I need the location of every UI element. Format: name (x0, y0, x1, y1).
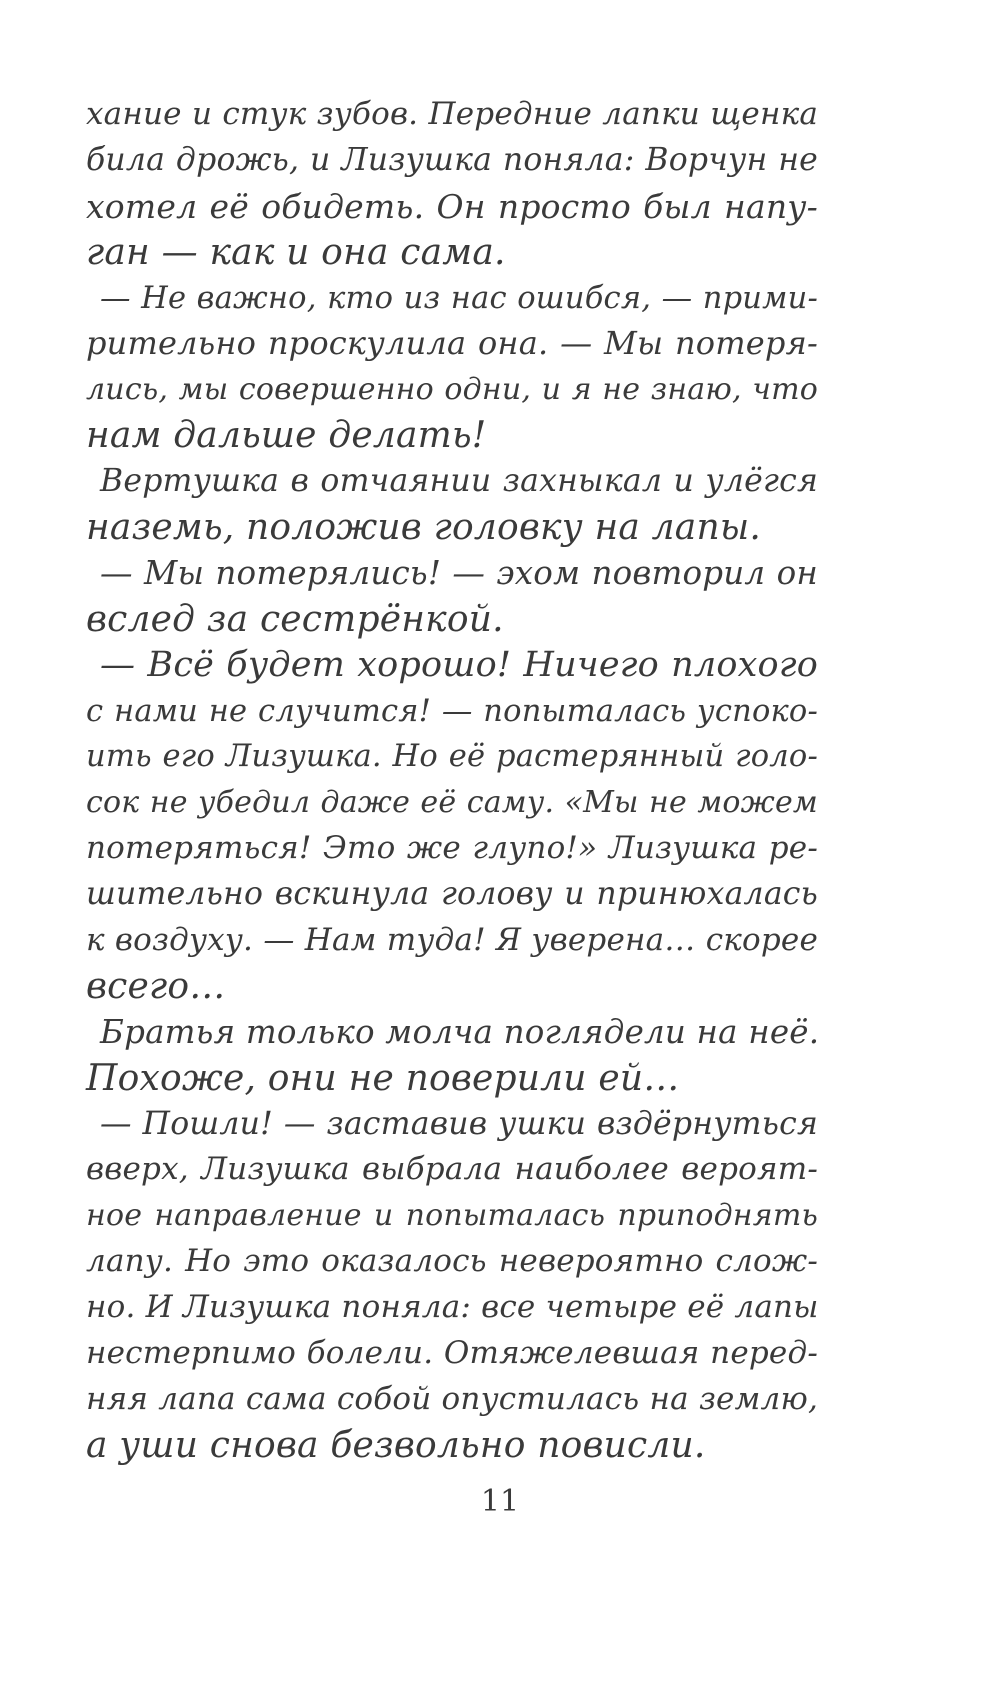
text-line: с нами не случится! — попыталась успоко- (86, 693, 818, 729)
text-line: няя лапа сама собой опустилась на землю, (86, 1380, 818, 1417)
text-line: хание и стук зубов. Передние лапки щенка (86, 96, 818, 132)
text-line: — Не важно, кто из нас ошибся, — прими- (100, 280, 818, 316)
text-line: к воздуху. — Нам туда! Я уверена… скорее (86, 922, 818, 959)
text-line: наземь, положив головку на лапы. (86, 507, 762, 549)
text-line: лапу. Но это оказалось невероятно слож- (86, 1243, 818, 1280)
text-line: — Пошли! — заставив ушки вздёрнуться (100, 1105, 818, 1142)
text-line: ган — как и она сама. (86, 231, 506, 273)
text-line: Вертушка в отчаянии захныкал и улёгся (100, 463, 818, 500)
text-line: ное направление и попыталась приподнять (86, 1198, 818, 1234)
text-line: вслед за сестрёнкой. (86, 598, 504, 640)
text-line: нестерпимо болели. Отяжелевшая перед- (86, 1335, 818, 1372)
page-number: 11 (480, 1484, 520, 1519)
text-line: потеряться! Это же глупо!» Лизушка ре- (86, 830, 818, 867)
text-line: нам дальше делать! (86, 415, 487, 457)
text-line: била дрожь, и Лизушка поняла: Ворчун не (86, 141, 818, 178)
text-line: шительно вскинула голову и принюхалась (86, 876, 818, 913)
text-line: Братья только молча поглядели на неё. (100, 1012, 820, 1051)
text-line: рительно проскулила она. — Мы потеря- (86, 324, 818, 363)
text-line: — Всё будет хорошо! Ничего плохого (100, 644, 818, 685)
text-line: Похоже, они не поверили ей… (86, 1057, 680, 1099)
body-text (86, 92, 818, 1469)
text-line: сок не убедил даже её саму. «Мы не можем (86, 785, 818, 821)
text-line: но. И Лизушка поняла: все четыре её лапы (86, 1289, 819, 1326)
text-line: — Мы потерялись! — эхом повторил он (100, 553, 818, 592)
text-line: ить его Лизушка. Но её растерянный голо- (86, 739, 818, 775)
text-line: всего… (86, 965, 226, 1007)
text-line: хотел её обидеть. Он просто был напу- (86, 186, 818, 226)
text-line: лись, мы совершенно одни, и я не знаю, что (86, 372, 818, 408)
text-line: а уши снова безвольно повисли. (86, 1424, 706, 1466)
text-line: вверх, Лизушка выбрала наиболее вероят- (86, 1151, 818, 1188)
